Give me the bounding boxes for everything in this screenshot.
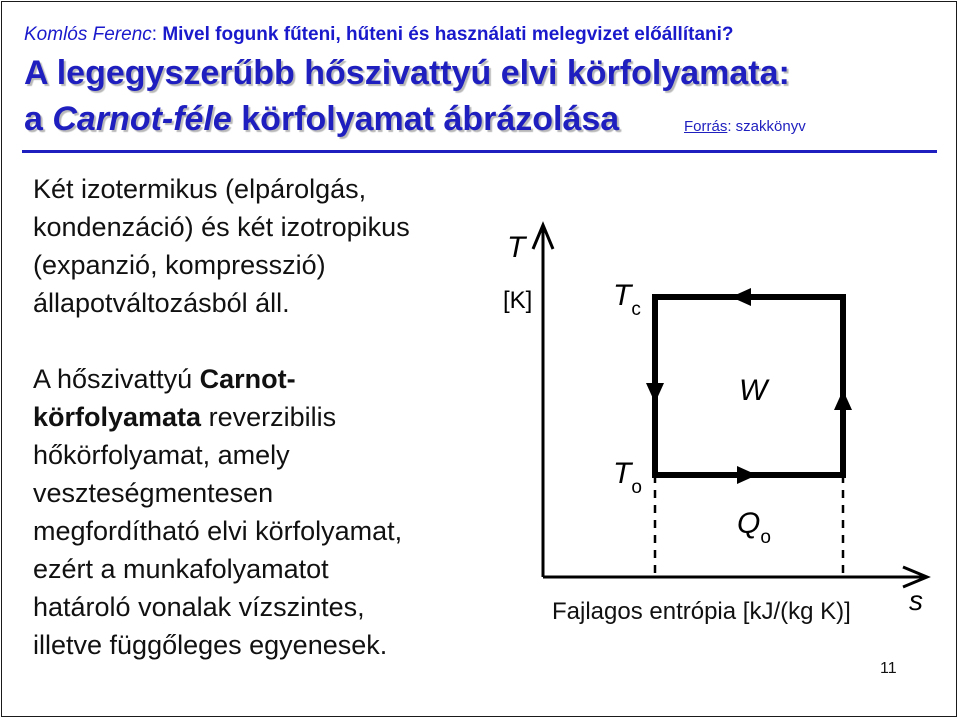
- t-axis-label: T: [507, 231, 526, 264]
- p1-line: Két izotermikus (elpárolgás,: [33, 174, 367, 204]
- p2-line: megfordítható elvi körfolyamat,: [33, 516, 403, 546]
- work-label: W: [739, 374, 768, 407]
- source-value: : szakkönyv: [727, 118, 806, 135]
- p2-line: hőkörfolyamat, amely: [33, 440, 290, 470]
- p2-line: [33, 398, 493, 436]
- to-label: $T_o$: [613, 457, 642, 498]
- source-label: Forrás: [684, 118, 728, 135]
- header-subject: Mivel fogunk fűteni, hűteni és használati melegvizet előállítani?: [162, 24, 734, 45]
- source-note: [684, 118, 806, 135]
- title-carnot: Carnot-féle: [52, 100, 232, 138]
- p1-line: állapotváltozásból áll.: [33, 288, 290, 318]
- p2-intro: A hőszivattyú: [33, 364, 200, 394]
- p2-line: illetve függőleges egyenesek.: [33, 630, 388, 660]
- tc-label: $T_c$: [613, 279, 641, 320]
- title-rest: körfolyamat ábrázolása: [231, 100, 620, 138]
- title-prefix: a: [24, 100, 53, 138]
- arrow-right-up: [834, 390, 852, 410]
- header-author: Komlós Ferenc: [24, 24, 152, 45]
- arrow-top-left: [731, 288, 751, 306]
- p1-line: (expanzió, kompresszió): [33, 250, 326, 280]
- p2-bold-carnot: Carnot-: [199, 364, 296, 394]
- x-axis-caption: Fajlagos entrópia [kJ/(kg K)]: [552, 598, 851, 625]
- p1-line: kondenzáció) és két izotropikus: [33, 212, 410, 242]
- heat-label: $Q_o$: [737, 507, 771, 548]
- arrow-left-down: [646, 383, 664, 403]
- p2-line: határoló vonalak vízszintes,: [33, 592, 365, 622]
- slide-title-line1: A legegyszerűbb hőszivattyú elvi körfolyamata:: [24, 54, 790, 92]
- p2-line: [33, 360, 493, 398]
- paragraph-cycle-description: [33, 170, 503, 322]
- header-separator: :: [151, 24, 163, 45]
- arrow-bottom-right: [737, 466, 757, 484]
- page-number: 11: [880, 660, 897, 677]
- p2-bold-korfolyamata: körfolyamata: [33, 402, 202, 432]
- ts-diagram: [495, 215, 945, 645]
- slide-title-line2: [24, 100, 619, 139]
- title-divider: [22, 150, 937, 153]
- slide-header: [24, 24, 734, 46]
- t-axis-unit: [K]: [503, 287, 533, 314]
- s-axis-label: s: [909, 585, 923, 616]
- p2-line: veszteségmentesen: [33, 478, 274, 508]
- p2-line: ezért a munkafolyamatot: [33, 554, 329, 584]
- paragraph-carnot-explanation: [33, 360, 493, 664]
- p2-after-bold: reverzibilis: [201, 402, 337, 432]
